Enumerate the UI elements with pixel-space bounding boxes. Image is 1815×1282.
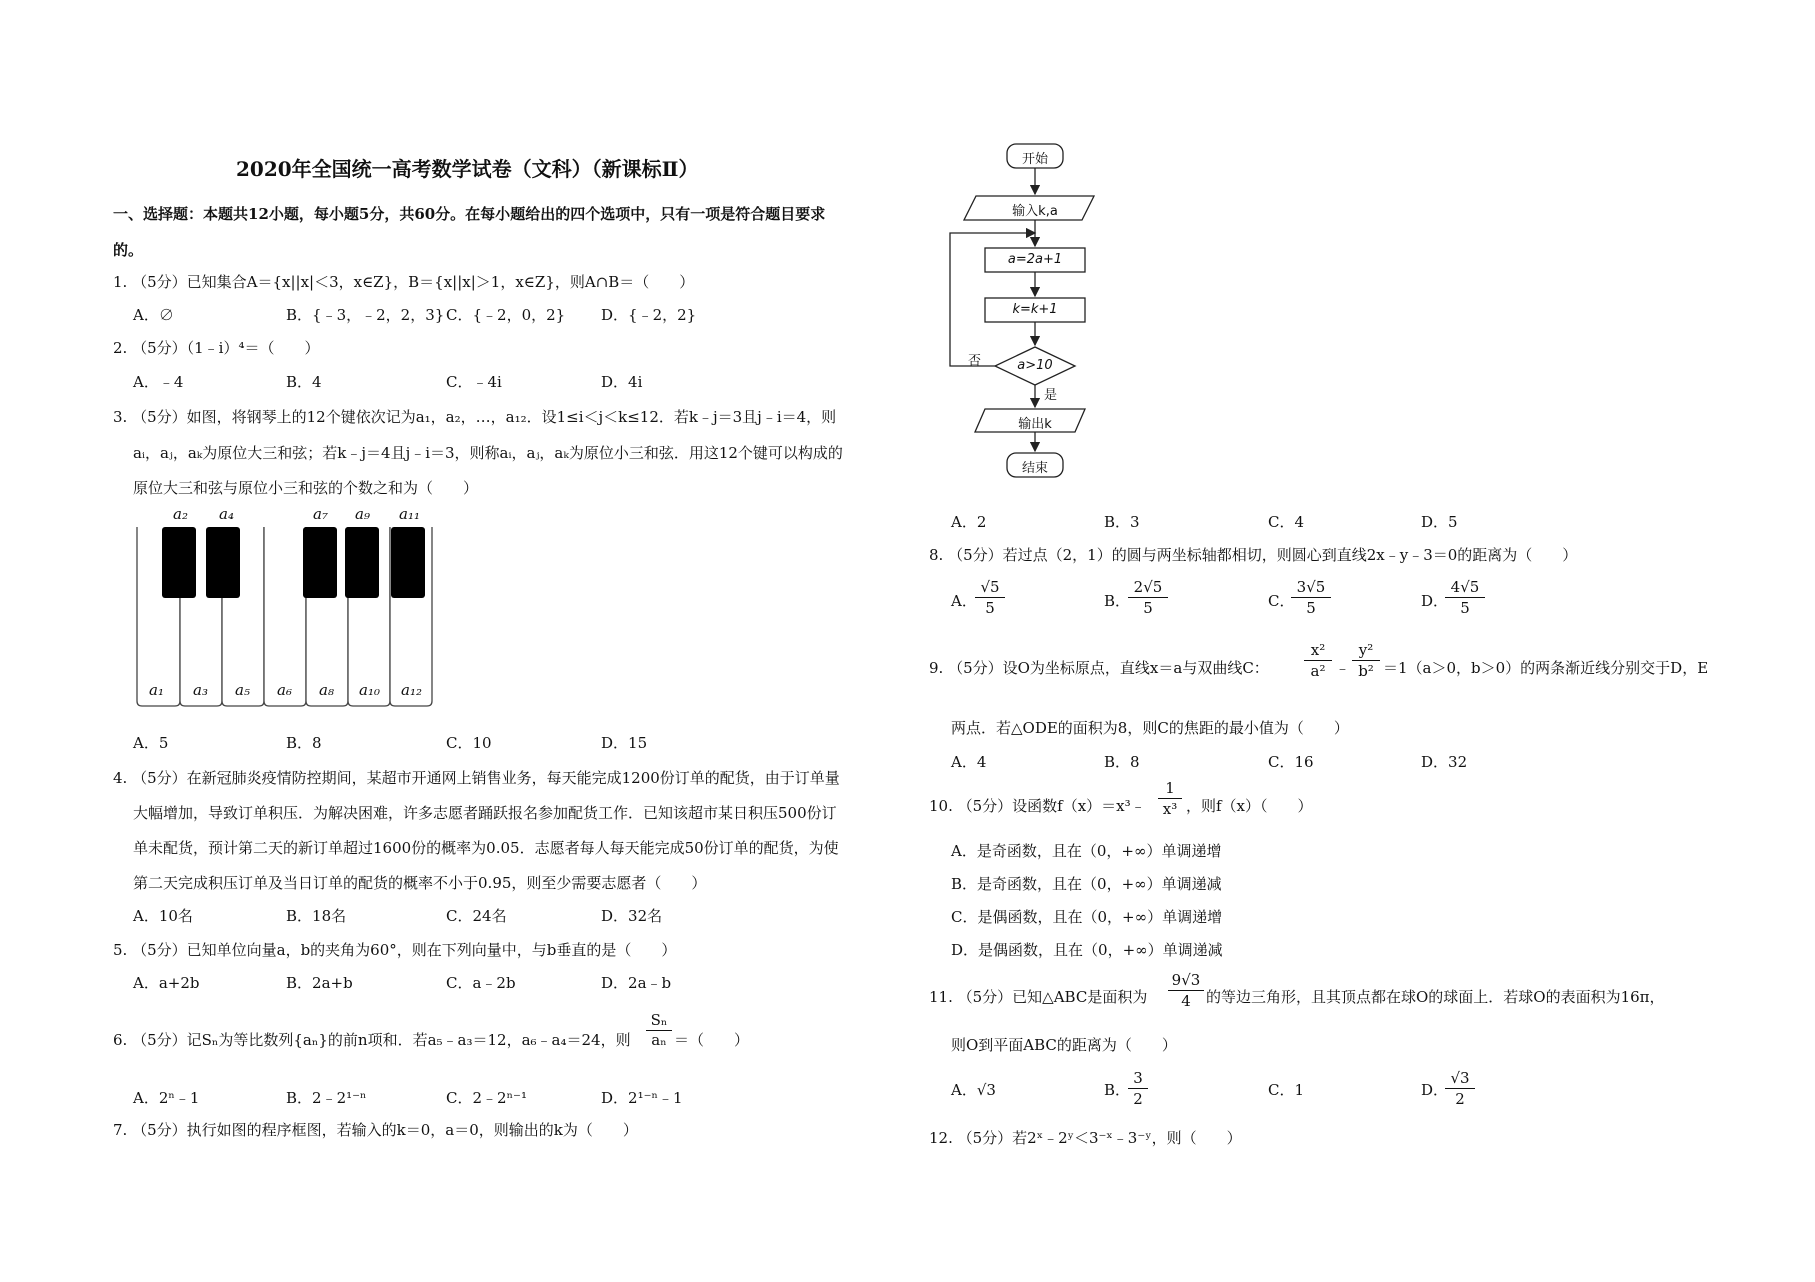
flow-step-a: a=2a+1 [1007,252,1063,267]
question-8-stem: 8. （5分）若过点（2，1）的圆与两坐标轴都相切，则圆心到直线2x﹣y﹣3＝0的距离为（ ） [929,546,1578,564]
q11-option-b-label: B． [1104,1081,1131,1099]
question-4-line-1: 4. （5分）在新冠肺炎疫情防控期间，某超市开通网上销售业务，每天能完成1200份订单的配货，由于订单量 [113,769,840,787]
black-key-label: a₁₁ [399,505,420,523]
q8-b-numerator: 2√5 [1128,577,1168,598]
q10-option-c: C．是偶函数，且在（0，+∞）单调递增 [951,908,1223,926]
q6-fraction-denominator: aₙ [651,1031,667,1049]
q3-option-c: C．10 [446,734,492,752]
q10-option-b: B．是奇函数，且在（0，+∞）单调递减 [951,875,1222,893]
q6-fraction-numerator: Sₙ [646,1011,672,1031]
q11-numerator: 9√3 [1168,970,1204,991]
q11-option-a: A．√3 [951,1081,996,1099]
flow-output: 输出k [1018,417,1052,432]
question-3-line-1: 3. （5分）如图，将钢琴上的12个键依次记为a₁，a₂，…，a₁₂．设1≤i＜j＜k≤12．若k﹣j＝3且j﹣i＝4，则 [113,408,837,426]
q9-stem-tail: ＝1（a＞0，b＞0）的两条渐近线分别交于D，E [1383,659,1709,677]
question-11-line-2: 则O到平面ABC的距离为（ ） [951,1036,1177,1054]
q9-minus: ﹣ [1335,659,1351,677]
white-key-label: a₅ [235,681,250,699]
white-key-label: a₁₂ [401,681,422,699]
black-key [162,527,196,598]
q3-option-b: B．8 [286,734,322,752]
q11-d-denominator: 2 [1455,1090,1465,1108]
q1-option-a: A．∅ [133,306,174,324]
question-12-stem: 12. （5分）若2ˣ﹣2ʸ＜3⁻ˣ﹣3⁻ʸ，则（ ） [929,1129,1242,1147]
piano-keyboard-figure [133,505,468,710]
flow-no-label: 否 [968,354,982,369]
black-key [303,527,337,598]
black-key-label: a₉ [355,505,370,523]
white-key-label: a₃ [193,681,208,699]
q2-option-a: A．﹣4 [133,373,184,391]
black-key-label: a₂ [173,505,188,523]
black-key [206,527,240,598]
q7-option-c: C．4 [1268,513,1305,531]
question-11-stem: 11. （5分）已知△ABC是面积为 [929,988,1148,1006]
white-key-label: a₁ [149,681,164,699]
question-9-stem: 9. （5分）设O为坐标原点，直线x＝a与双曲线C： [929,659,1269,677]
q4-option-d: D．32名 [601,907,663,925]
q8-c-denominator: 5 [1306,599,1316,617]
q3-option-d: D．15 [601,734,648,752]
q11-b-denominator: 2 [1133,1090,1143,1108]
q5-option-d: D．2a﹣b [601,974,672,992]
question-5-stem: 5. （5分）已知单位向量a，b的夹角为60°，则在下列向量中，与b垂直的是（ ） [113,941,677,959]
q1-option-d: D．{﹣2，2} [601,306,697,324]
q8-c-numerator: 3√5 [1291,577,1331,598]
q5-option-c: C．a﹣2b [446,974,516,992]
q8-d-numerator: 4√5 [1445,577,1485,598]
q9-f1-denominator: a² [1310,662,1326,680]
q9-f2-denominator: b² [1358,662,1374,680]
q10-numerator: 1 [1158,778,1182,799]
q1-option-c: C．{﹣2，0，2} [446,306,566,324]
flow-input: 输入k,a [1012,204,1058,219]
q10-denominator: x³ [1162,800,1178,818]
q8-option-b-label: B． [1104,592,1131,610]
black-key-label: a₄ [219,505,234,523]
q6-stem-tail: ＝（ ） [674,1031,750,1049]
q8-option-c-fraction [1291,577,1331,618]
q9-option-a: A．4 [951,753,987,771]
q6-option-a: A．2ⁿ﹣1 [133,1089,200,1107]
q10-option-d: D．是偶函数，且在（0，+∞）单调递减 [951,941,1223,959]
q1-option-b: B．{﹣3，﹣2，2，3} [286,306,445,324]
question-4-line-3: 单未配货，预计第二天的新订单超过1600份的概率为0.05．志愿者每人每天能完成50份订单的配货，为使 [133,839,839,857]
q7-option-d: D．5 [1421,513,1458,531]
q8-a-denominator: 5 [985,599,995,617]
black-key [391,527,425,598]
q6-option-c: C．2﹣2ⁿ⁻¹ [446,1089,527,1107]
q11-denominator: 4 [1181,992,1191,1010]
q8-a-numerator: √5 [975,577,1005,598]
q8-option-d-label: D． [1421,592,1449,610]
q6-option-b: B．2﹣2¹⁻ⁿ [286,1089,367,1107]
question-2-stem: 2. （5分）（1﹣i）⁴＝（ ） [113,339,320,357]
q9-option-d: D．32 [1421,753,1468,771]
q5-option-b: B．2a+b [286,974,353,992]
flow-step-k: k=k+1 [1012,302,1058,317]
q9-option-b: B．8 [1104,753,1140,771]
question-3-line-2: aᵢ，aⱼ，aₖ为原位大三和弦；若k﹣j＝4且j﹣i＝3，则称aᵢ，aⱼ，aₖ为原位小三和弦．用这12个键可以构成的 [133,444,843,462]
page-title: 2020年全国统一高考数学试卷（文科）（新课标Ⅱ） [236,157,699,181]
q8-option-a-fraction [975,577,1005,618]
flow-yes-label: 是 [1044,388,1058,403]
q5-option-a: A．a+2b [133,974,200,992]
question-7-stem: 7. （5分）执行如图的程序框图，若输入的k＝0，a＝0，则输出的k为（ ） [113,1121,638,1139]
q8-option-b-fraction [1128,577,1168,618]
q6-option-d: D．2¹⁻ⁿ﹣1 [601,1089,683,1107]
black-key [345,527,379,598]
q2-option-b: B．4 [286,373,322,391]
q11-d-numerator: √3 [1445,1068,1475,1089]
question-6-stem: 6. （5分）记Sₙ为等比数列{aₙ}的前n项和．若a₅﹣a₃＝12，a₆﹣a₄＝24，则 [113,1031,631,1049]
q10-option-a: A．是奇函数，且在（0，+∞）单调递增 [951,842,1222,860]
white-key-label: a₆ [277,681,292,699]
white-key-label: a₈ [319,681,334,699]
q6-fraction [646,1011,672,1050]
question-10-stem: 10. （5分）设函数f（x）＝x³﹣ [929,797,1146,815]
q7-option-a: A．2 [951,513,987,531]
program-flowchart [940,140,1120,480]
question-1-stem: 1. （5分）已知集合A＝{x||x|＜3，x∈Z}，B＝{x||x|＞1，x∈Z}，则A∩B＝（ ） [113,273,695,291]
question-9-line-2: 两点．若△ODE的面积为8，则C的焦距的最小值为（ ） [951,719,1349,737]
q10-fraction [1158,778,1182,819]
flow-end: 结束 [1021,461,1048,476]
flow-start: 开始 [1021,152,1048,167]
q11-option-d-label: D． [1421,1081,1449,1099]
q2-option-d: D．4i [601,373,643,391]
q8-d-denominator: 5 [1460,599,1470,617]
q9-f1-numerator: x² [1304,640,1332,661]
q4-option-c: C．24名 [446,907,507,925]
q11-option-b-fraction [1128,1068,1148,1109]
q7-option-b: B．3 [1104,513,1140,531]
q11-option-d-fraction [1445,1068,1475,1109]
q2-option-c: C．﹣4i [446,373,502,391]
q8-b-denominator: 5 [1143,599,1153,617]
q8-option-a-label: A． [951,592,977,610]
question-3-line-3: 原位大三和弦与原位小三和弦的个数之和为（ ） [133,479,479,497]
q9-f2-numerator: y² [1352,640,1380,661]
q11-b-numerator: 3 [1128,1068,1148,1089]
q8-option-d-fraction [1445,577,1485,618]
q4-option-b: B．18名 [286,907,347,925]
q9-fraction-1 [1304,640,1332,681]
q4-option-a: A．10名 [133,907,193,925]
q11-fraction [1168,970,1204,1011]
q11-stem-tail: 的等边三角形，且其顶点都在球O的球面上．若球O的表面积为16π， [1206,988,1665,1006]
flow-condition: a>10 [1017,358,1053,373]
q9-option-c: C．16 [1268,753,1314,771]
q3-option-a: A．5 [133,734,169,752]
question-4-line-2: 大幅增加，导致订单积压．为解决困难，许多志愿者踊跃报名参加配货工作．已知该超市某日积压500份订 [133,804,837,822]
section-heading-cont: 的。 [113,241,144,259]
q8-option-c-label: C． [1268,592,1295,610]
q9-fraction-2 [1352,640,1380,681]
black-key-label: a₇ [313,505,328,523]
section-heading: 一、选择题：本题共12小题，每小题5分，共60分。在每小题给出的四个选项中，只有一项是符合题目要求 [113,205,826,223]
q11-option-c: C．1 [1268,1081,1305,1099]
q10-stem-tail: ，则f（x）（ ） [1186,797,1313,815]
question-4-line-4: 第二天完成积压订单及当日订单的配货的概率不小于0.95，则至少需要志愿者（ ） [133,874,707,892]
white-key-label: a₁₀ [359,681,380,699]
